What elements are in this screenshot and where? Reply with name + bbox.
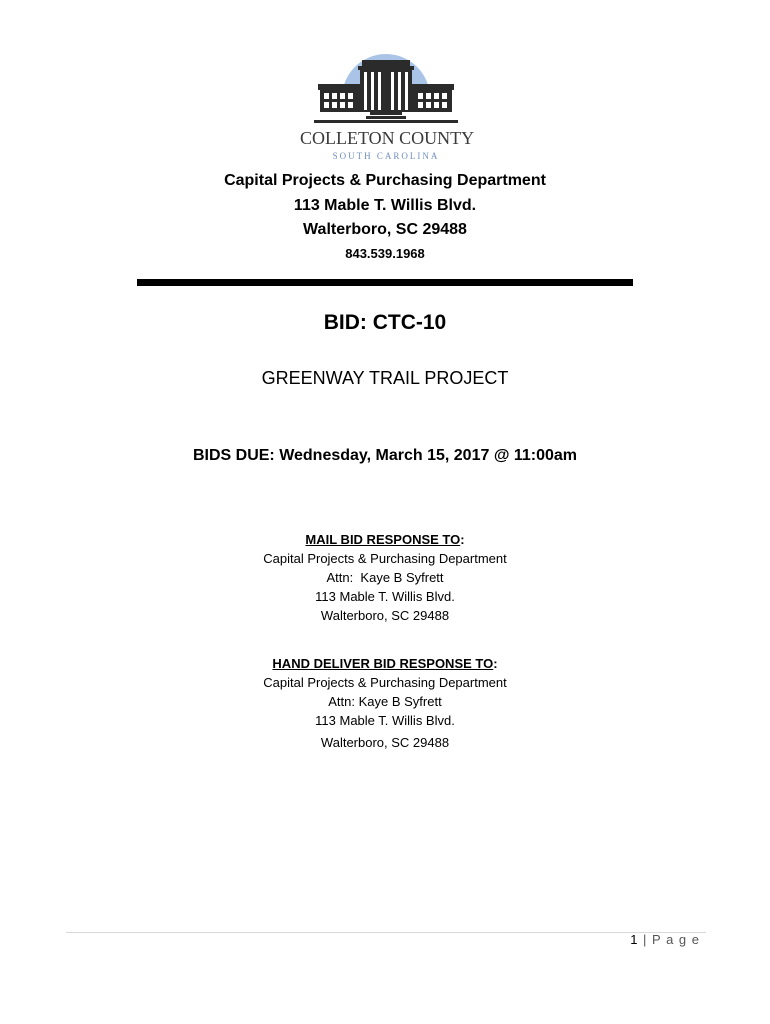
hand-deliver-title: HAND DELIVER BID RESPONSE TO:: [272, 656, 498, 671]
hand-deliver-section: [0, 654, 770, 752]
header-divider: [137, 279, 633, 286]
bid-number: BID: CTC-10: [323, 311, 447, 334]
hand-line-attn: Attn: Kaye B Syfrett: [328, 694, 442, 709]
mail-line-city: Walterboro, SC 29488: [320, 608, 450, 623]
county-logo: [300, 46, 475, 168]
mail-line-department: Capital Projects & Purchasing Department: [263, 551, 507, 566]
hand-line-address: 113 Mable T. Willis Blvd.: [315, 713, 455, 728]
department-city: Walterboro, SC 29488: [303, 221, 467, 238]
mail-line-attn: Attn: Kaye B Syfrett: [326, 570, 444, 585]
logo-county-name: COLLETON COUNTY: [300, 128, 475, 148]
mail-bid-section: [0, 530, 770, 625]
footer-divider: [66, 932, 706, 933]
project-title: GREENWAY TRAIL PROJECT: [261, 368, 509, 388]
department-name: Capital Projects & Purchasing Department: [224, 172, 546, 189]
page-number: 1: [630, 932, 639, 947]
hand-line-department: Capital Projects & Purchasing Department: [263, 675, 507, 690]
page-label: | P a g e: [643, 932, 700, 947]
bids-due-date: BIDS DUE: Wednesday, March 15, 2017 @ 11:00am: [192, 447, 578, 464]
mail-bid-title: MAIL BID RESPONSE TO:: [305, 532, 465, 547]
courthouse-building-icon: [300, 46, 472, 126]
page-footer: [630, 932, 700, 947]
logo-state-name: SOUTH CAROLINA: [332, 151, 440, 161]
mail-line-address: 113 Mable T. Willis Blvd.: [315, 589, 455, 604]
department-phone: 843.539.1968: [345, 246, 425, 261]
hand-line-city: Walterboro, SC 29488: [320, 735, 450, 750]
department-address: 113 Mable T. Willis Blvd.: [293, 197, 477, 214]
